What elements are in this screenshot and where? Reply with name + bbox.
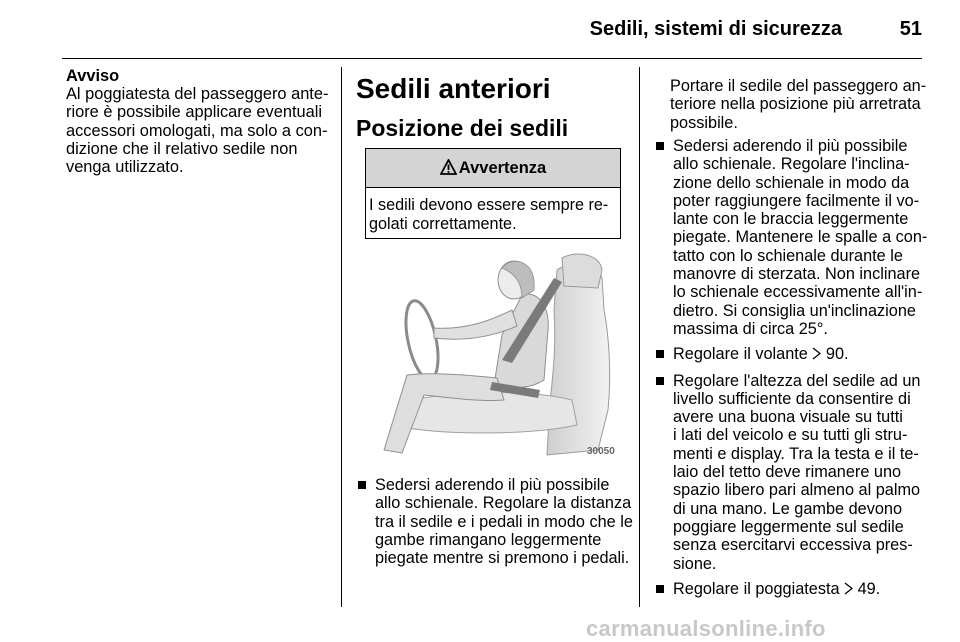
list-item-line: piegate mentre si premono i pedali. — [375, 549, 630, 568]
list-item-line: dietro. Si consiglia un'inclinazione — [673, 301, 916, 320]
note-title: Avviso — [66, 67, 120, 85]
bullet-square-icon — [656, 585, 664, 593]
list-item — [654, 345, 927, 364]
list-item-line: manovre di sterzata. Non inclinare — [673, 265, 921, 284]
list-item-line: Regolare l'altezza del sedile ad un — [673, 371, 921, 390]
page-reference[interactable]: 90. — [825, 345, 849, 364]
warning-text — [366, 188, 620, 233]
warning-header — [366, 149, 620, 188]
list-item-line: zione dello schienale in modo da — [673, 173, 910, 192]
seat-position-illustration — [372, 250, 622, 465]
list-item-line: di una mano. Le gambe devono — [673, 499, 903, 518]
seat-instructions-list — [356, 476, 633, 574]
column-divider-left — [341, 67, 342, 607]
list-item — [654, 580, 927, 599]
list-item-line: tra il sedile e i pedali in modo che le — [375, 512, 633, 531]
page-reference-icon — [844, 581, 853, 599]
list-item-text: Regolare il volante — [673, 345, 808, 364]
list-item — [654, 137, 927, 338]
watermark: carmanualsonline.info — [586, 616, 826, 641]
page-reference[interactable]: 49. — [857, 579, 881, 598]
list-item-line: senza esercitarvi eccessiva pres- — [673, 536, 913, 555]
passenger-instructions-list — [654, 137, 927, 606]
intro-line: teriore nella posizione più arretrata — [670, 95, 921, 114]
header-title: Sedili, sistemi di sicurezza — [589, 18, 842, 40]
bullet-square-icon — [358, 481, 366, 489]
page-number: 51 — [899, 18, 922, 40]
note-block — [66, 67, 328, 176]
list-item — [654, 372, 927, 573]
section-subtitle: Posizione dei sedili — [356, 115, 569, 141]
list-item-line: piegate. Mantenere le spalle a con- — [673, 228, 928, 247]
section-title: Sedili anteriori — [356, 73, 551, 104]
list-item-line: Sedersi aderendo il più possibile — [673, 137, 908, 155]
list-item-line: livello sufficiente da consentire di — [673, 389, 911, 408]
list-item-line: spazio libero pari almeno al palmo — [673, 481, 921, 500]
bullet-square-icon — [656, 350, 664, 358]
list-item-line: allo schienale. Regolare l'inclina- — [673, 155, 910, 174]
list-item-line: laio del tetto deve rimanere uno — [673, 463, 902, 482]
list-item-line: poggiare leggermente sul sedile — [673, 517, 904, 536]
illustration-code: 30050 — [587, 446, 615, 457]
warning-triangle-icon — [440, 151, 457, 189]
note-line: accessori omologati, ma solo a con- — [66, 121, 328, 140]
list-item-text: Regolare il poggiatesta — [673, 579, 840, 598]
list-item-line: massima di circa 25°. — [673, 319, 828, 338]
list-item-line: menti e display. Tra la testa e il te- — [673, 444, 919, 463]
list-item-line: avere una buona visuale su tutti — [673, 408, 903, 427]
list-item-line: i lati del veicolo e su tutti gli stru- — [673, 426, 908, 445]
warning-line: I sedili devono essere sempre re- — [369, 196, 609, 214]
note-line: dizione che il relativo sedile non — [66, 139, 298, 158]
list-item-line: lo schienale eccessivamente all'in- — [673, 283, 923, 302]
intro-line: possibile. — [670, 113, 738, 132]
header-rule — [62, 58, 922, 59]
list-item-line: lante con le braccia leggermente — [673, 210, 909, 229]
bullet-square-icon — [656, 142, 664, 150]
list-item-line: allo schienale. Regolare la distanza — [375, 494, 632, 513]
list-item — [356, 476, 633, 567]
list-item-line: tatto con lo schienale durante le — [673, 246, 903, 265]
warning-title: Avvertenza — [458, 159, 547, 177]
bullet-square-icon — [656, 377, 664, 385]
list-item-line: sione. — [673, 554, 717, 573]
warning-line: golati correttamente. — [369, 214, 517, 233]
list-item-line: Sedersi aderendo il più possibile — [375, 476, 610, 494]
column-divider-right — [639, 67, 640, 607]
list-item-line: gambe rimangano leggermente — [375, 530, 602, 549]
intro-line: Portare il sedile del passeggero an- — [670, 77, 927, 95]
note-line: Al poggiatesta del passeggero ante- — [66, 85, 329, 104]
page-reference-icon — [812, 346, 821, 364]
note-line: venga utilizzato. — [66, 158, 184, 177]
note-line: riore è possibile applicare eventuali — [66, 103, 323, 122]
warning-box — [365, 148, 621, 239]
list-item-line: poter raggiungere facilmente il vo- — [673, 191, 920, 210]
passenger-seat-intro — [670, 77, 926, 132]
